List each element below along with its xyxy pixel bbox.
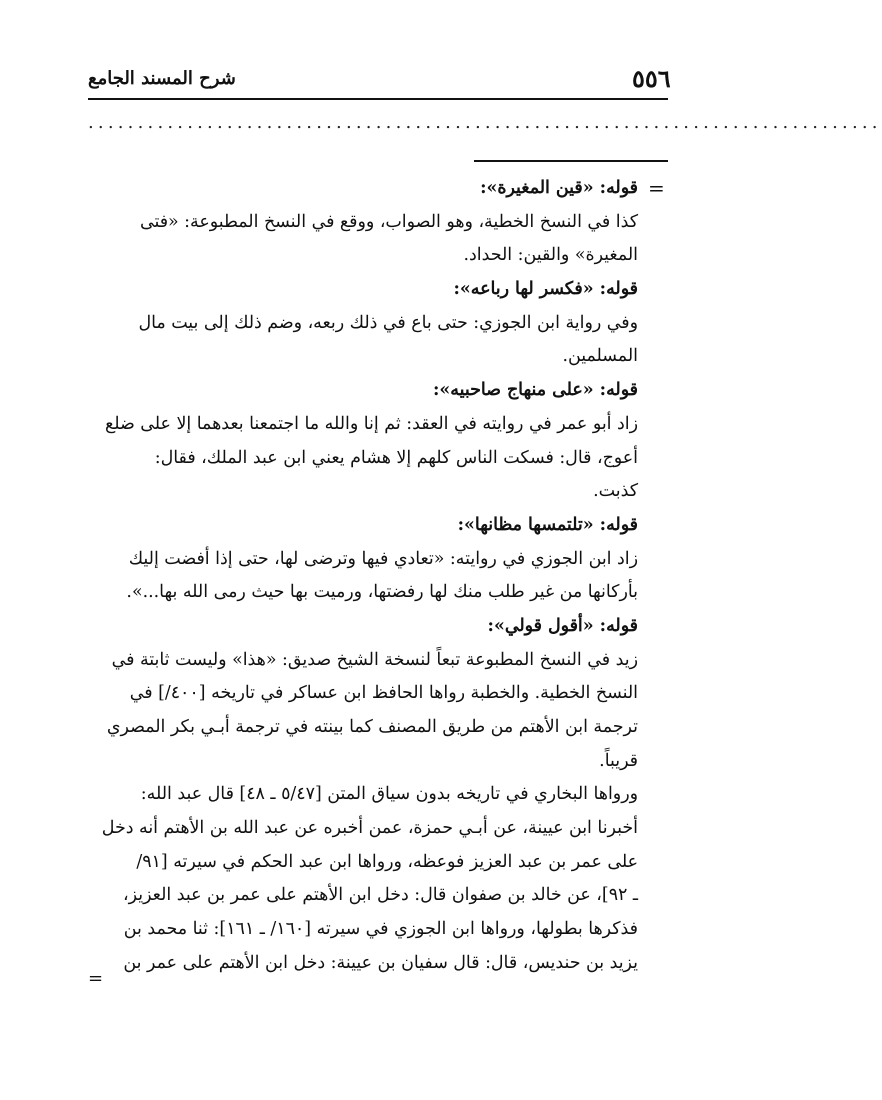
- end-continuation-mark: =: [88, 968, 104, 989]
- dotted-divider: ................................................................................: [88, 112, 882, 133]
- page-header: [88, 62, 671, 100]
- section-heading: قوله: «قين المغيرة»:: [480, 178, 638, 198]
- text-line: أخبرنا ابن عيينة، عن أبـي حمزة، عمن أخبره عن عبد الله بن الأهتم أنه دخل: [101, 818, 638, 839]
- footnote-separator: [474, 160, 668, 162]
- text-line: المسلمين.: [562, 346, 638, 367]
- text-line: فذكرها بطولها، ورواها ابن الجوزي في سيرته [١٦٠/ ـ ١٦١]: ثنا محمد بن: [123, 919, 638, 940]
- text-line: المغيرة» والقين: الحداد.: [463, 245, 638, 266]
- text-line: زاد ابن الجوزي في روايته: «تعادي فيها وترضى لها، حتى إذا أفضت إليك: [128, 548, 638, 569]
- continuation-mark: =: [648, 176, 665, 200]
- text-line: يزيد بن حنديس، قال: قال سفيان بن عيينة: دخل ابن الأهتم على عمر بن: [123, 952, 638, 973]
- text-line: ترجمة ابن الأهتم من طريق المصنف كما بينته في ترجمة أبـي بكر المصري: [106, 717, 638, 737]
- text-line: زيد في النسخ المطبوعة تبعاً لنسخة الشيخ صديق: «هذا» وليست ثابتة في: [111, 649, 638, 670]
- text-line: ـ ٩٢]، عن خالد بن صفوان قال: دخل ابن الأهتم على عمر بن عبد العزيز،: [123, 885, 638, 906]
- section-heading: قوله: «أقول قولي»:: [487, 615, 638, 636]
- text-line: زاد أبو عمر في روايته في العقد: ثم إنا والله ما اجتمعنا بعدهما إلا على ضلع: [104, 413, 638, 434]
- text-line: كذا في النسخ الخطية، وهو الصواب، ووقع في النسخ المطبوعة: «فتى: [139, 211, 638, 232]
- section-heading: قوله: «على منهاج صاحبيه»:: [432, 380, 638, 401]
- running-title: شرح المسند الجامع: [88, 68, 236, 89]
- section-heading: قوله: «فكسر لها رباعه»:: [453, 279, 638, 300]
- footnote-text: [88, 172, 638, 981]
- page-number: ٥٥٦: [632, 64, 671, 93]
- text-line: بأركانها من غير طلب منك لها رفضتها، ورميت بها حيث رمى الله بها...».: [126, 582, 638, 603]
- text-line: على عمر بن عبد العزيز فوعظه، ورواها ابن عبد الحكم في سيرته [٩١/: [136, 851, 638, 872]
- text-line: كذبت.: [593, 481, 638, 502]
- text-line: ورواها البخاري في تاريخه بدون سياق المتن [٥/٤٧ ـ ٤٨] قال عبد الله:: [140, 784, 638, 805]
- text-line: قريباً.: [599, 750, 638, 771]
- text-line: وفي رواية ابن الجوزي: حتى باع في ذلك ربعه، وضم ذلك إلى بيت مال: [138, 312, 638, 333]
- text-line: أعوج، قال: فسكت الناس كلهم إلا هشام يعني ابن عبد الملك، فقال:: [154, 447, 638, 468]
- section-heading: قوله: «تلتمسها مظانها»:: [457, 514, 638, 535]
- text-line: النسخ الخطية. والخطبة رواها الحافظ ابن عساكر في تاريخه [٤٠٠/] في: [129, 683, 638, 704]
